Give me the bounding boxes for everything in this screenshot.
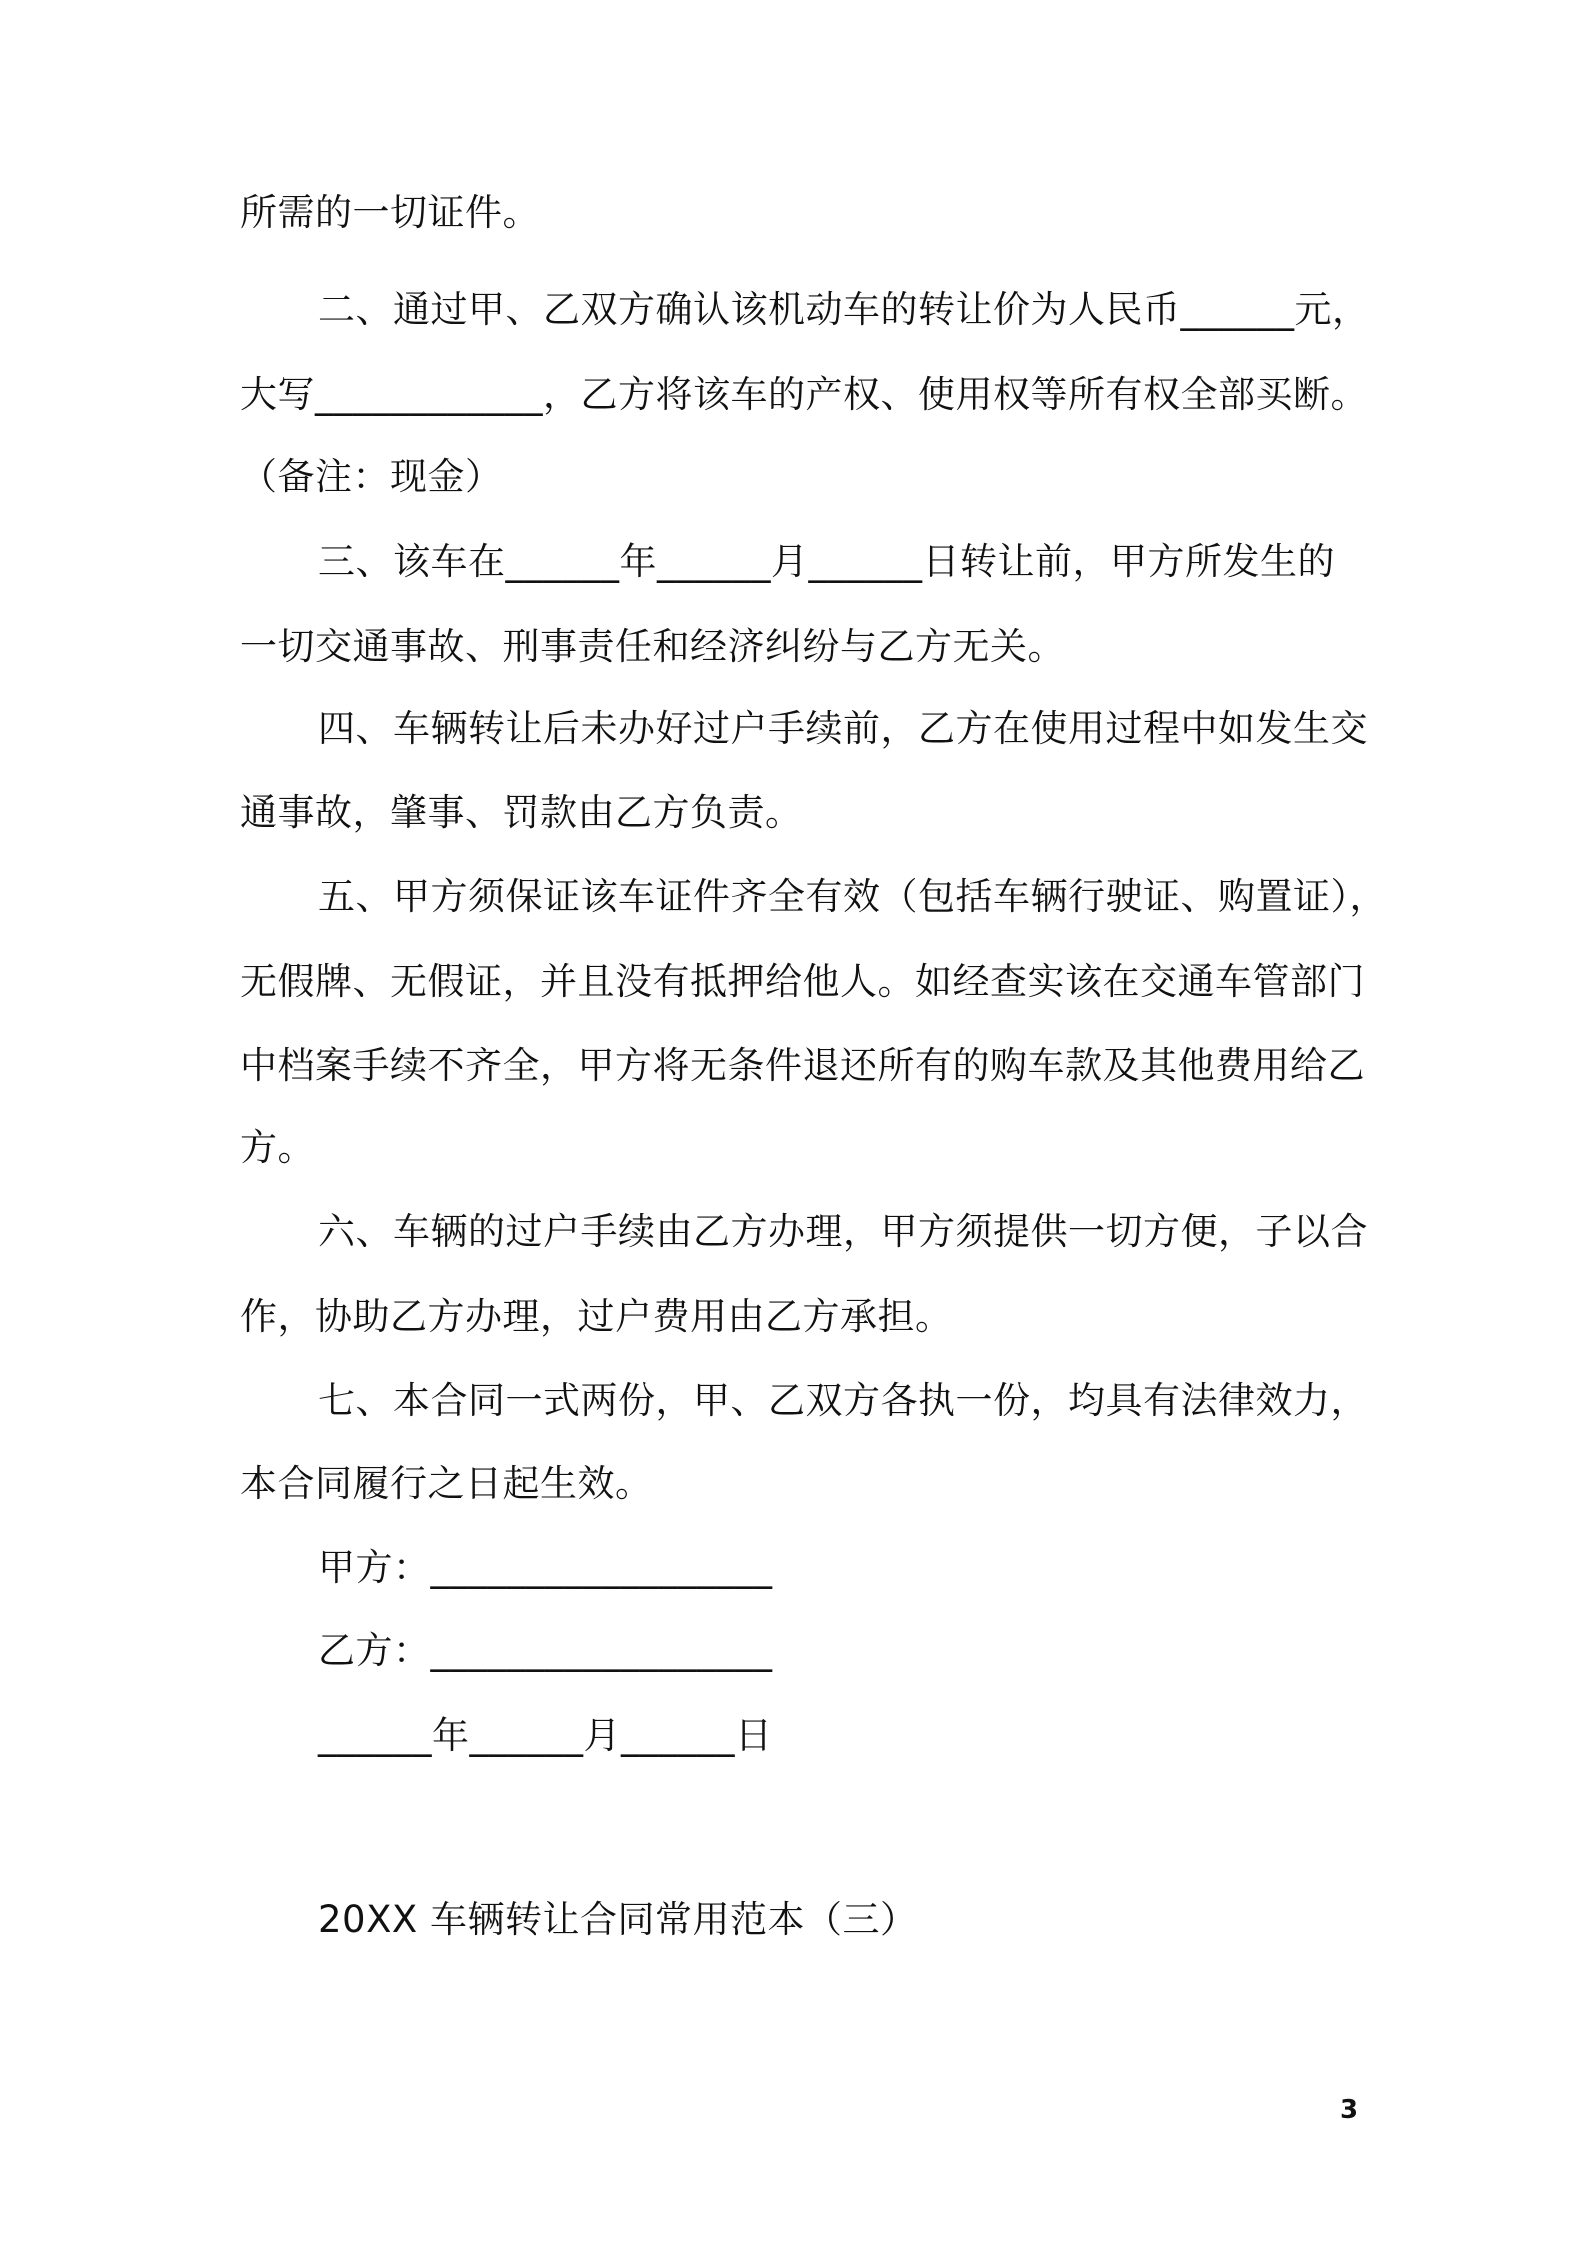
text-line: 大写____________，乙方将该车的产权、使用权等所有权全部买断。 [240, 373, 1368, 416]
page-number: 3 [1340, 2095, 1359, 2125]
clause-two-line: 二、通过甲、乙双方确认该机动车的转让价为人民币______元， [318, 288, 1370, 331]
text-line: 中档案手续不齐全，甲方将无条件退还所有的购车款及其他费用给乙 [240, 1044, 1365, 1087]
text-line: 通事故，肇事、罚款由乙方负责。 [240, 791, 803, 834]
clause-five-line: 五、甲方须保证该车证件齐全有效（包括车辆行驶证、购置证）， [318, 875, 1387, 918]
clause-four-line: 四、车辆转让后未办好过户手续前，乙方在使用过程中如发生交 [318, 707, 1368, 750]
clause-six-line: 六、车辆的过户手续由乙方办理，甲方须提供一切方便，子以合 [318, 1210, 1368, 1253]
clause-three-line: 三、该车在______年______月______日转让前，甲方所发生的 [318, 540, 1335, 583]
party-b-signature-line: 乙方：__________________ [318, 1629, 773, 1672]
text-line: 作，协助乙方办理，过户费用由乙方承担。 [240, 1295, 953, 1338]
party-a-signature-line: 甲方：__________________ [318, 1546, 773, 1589]
text-line: 本合同履行之日起生效。 [240, 1462, 653, 1505]
signature-date-line: ______年______月______日 [318, 1714, 773, 1757]
text-line: 所需的一切证件。 [240, 191, 540, 234]
text-line: 无假牌、无假证，并且没有抵押给他人。如经查实该在交通车管部门 [240, 960, 1365, 1003]
text-line: （备注：现金） [240, 455, 503, 498]
text-line: 一切交通事故、刑事责任和经济纠纷与乙方无关。 [240, 625, 1065, 668]
text-line: 方。 [240, 1126, 315, 1169]
clause-seven-line: 七、本合同一式两份，甲、乙双方各执一份，均具有法律效力， [318, 1379, 1368, 1422]
next-section-title: 20XX 车辆转让合同常用范本（三） [318, 1898, 918, 1941]
